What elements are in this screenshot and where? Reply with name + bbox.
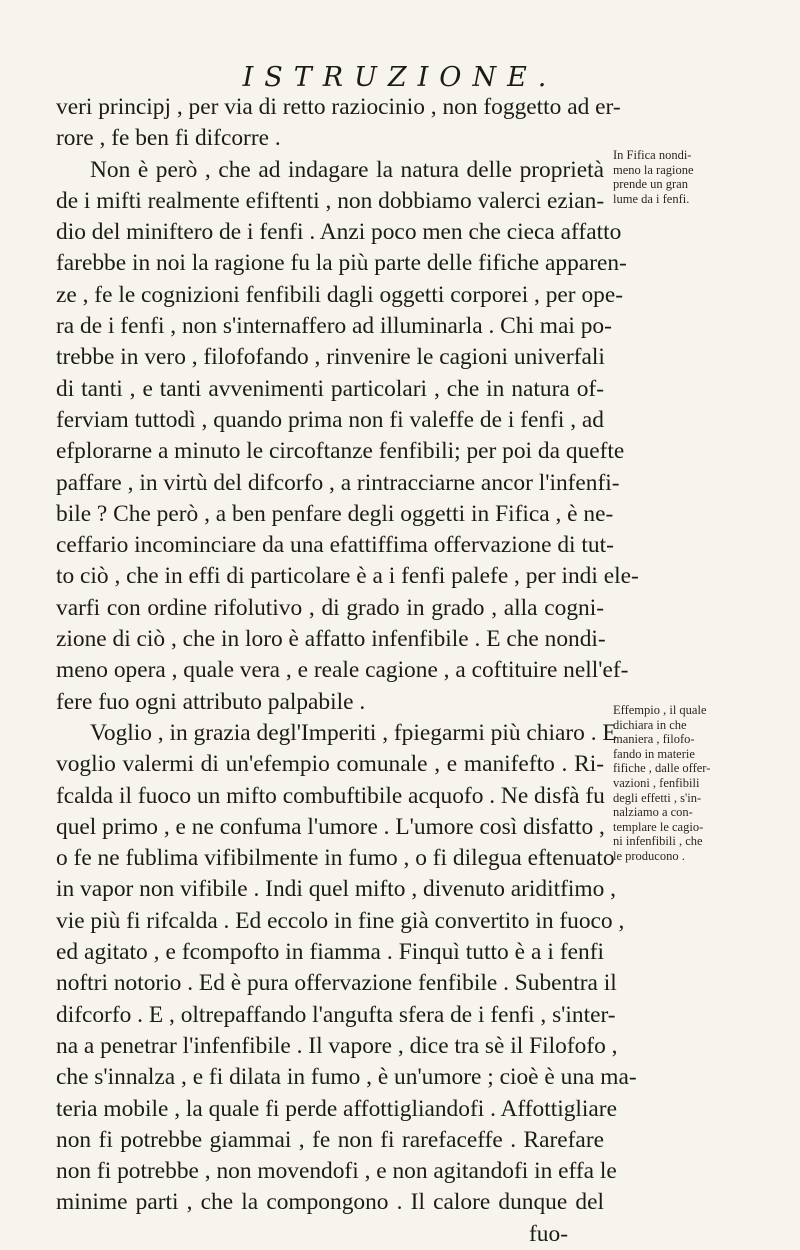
- text-line: farebbe in noi la ragione fu la più parte delle fifiche apparen-: [56, 250, 627, 277]
- margin-note-line: nalziamo a con-: [613, 805, 693, 820]
- text-line: ferviam tuttodì , quando prima non fi valeffe de i fenfi , ad: [56, 406, 604, 433]
- text-line: o fe ne fublima vifibilmente in fumo , o fi dilegua eftenuato: [56, 845, 615, 872]
- text-line: non fi potrebbe giammai , fe non fi rarefaceffe . Rarefare: [56, 1126, 604, 1153]
- text-line: ra de i fenfi , non s'internaffero ad illuminarla . Chi mai po-: [56, 313, 612, 340]
- running-header: ISTRUZIONE.: [242, 62, 558, 93]
- text-line: Non è però , che ad indagare la natura delle proprietà: [90, 156, 604, 183]
- text-line: fere fuo ogni attributo palpabile .: [56, 688, 366, 715]
- text-line: teria mobile , la quale fi perde affottigliandofi . Affottigliare: [56, 1095, 617, 1122]
- margin-note-line: prende un gran: [613, 177, 688, 192]
- text-line: zione di ciò , che in loro è affatto infenfibile . E che nondi-: [56, 626, 606, 653]
- text-line: ceffario incominciare da una efattiffima offervazione di tut-: [56, 532, 614, 559]
- text-line: veri principj , per via di retto raziocinio , non foggetto ad er-: [56, 94, 621, 120]
- text-line: di tanti , e tanti avvenimenti particolari , che in natura of-: [56, 375, 604, 402]
- margin-note-line: vazioni , fenfibili: [613, 775, 700, 790]
- text-line: fcalda il fuoco un mifto combuftibile acquofo . Ne disfà fu: [56, 782, 605, 809]
- text-line: voglio valermi di un'efempio comunale , e manifefto . Ri-: [56, 751, 604, 778]
- text-line: non fi potrebbe , non movendofi , e non agitandofi in effa le: [56, 1158, 617, 1185]
- text-line: fuo-: [529, 1220, 568, 1247]
- margin-note-line: degli effetti , s'in-: [613, 790, 702, 805]
- text-line: ed agitato , e fcompofto in fiamma . Finquì tutto è a i fenfi: [56, 939, 604, 966]
- margin-note-line: dichiara in che: [613, 717, 687, 732]
- text-line: vie più fi rifcalda . Ed eccolo in fine già convertito in fuoco ,: [56, 907, 625, 934]
- text-line: trebbe in vero , filofofando , rinvenire le cagioni univerfali: [56, 344, 605, 371]
- text-line: in vapor non vifibile . Indi quel mifto , divenuto ariditfimo ,: [56, 876, 616, 903]
- text-line: Voglio , in grazia degl'Imperiti , fpiegarmi più chiaro . E: [90, 719, 617, 746]
- margin-note-line: lume da i fenfi.: [613, 191, 690, 206]
- main-text-block: [56, 92, 639, 1250]
- text-line: noftri notorio . Ed è pura offervazione fenfibile . Subentra il: [56, 970, 617, 997]
- text-line: de i mifti realmente efiftenti , non dobbiamo valerci ezian-: [56, 187, 605, 214]
- margin-note-reason-and-senses: [613, 148, 763, 206]
- text-line: paffare , in virtù del difcorfo , a rintracciarne ancor l'infenfi-: [56, 469, 620, 496]
- margin-note-line: meno la ragione: [613, 162, 694, 177]
- margin-note-example: [613, 703, 763, 864]
- text-line: meno opera , quale vera , e reale cagione , a coftituire nell'ef-: [56, 657, 629, 684]
- margin-note-line: In Fifica nondi-: [613, 148, 692, 162]
- margin-note-line: templare le cagio-: [613, 819, 704, 834]
- margin-note-line: Effempio , il quale: [613, 703, 707, 717]
- text-line: minime parti , che la compongono . Il calore dunque del: [56, 1189, 604, 1216]
- text-line: varfi con ordine rifolutivo , di grado in grado , alla cogni-: [56, 594, 604, 621]
- margin-note-line: fando in materie: [613, 746, 695, 761]
- text-line: che s'innalza , e fi dilata in fumo , è un'umore ; cioè è una ma-: [56, 1064, 637, 1091]
- text-line: to ciò , che in effi di particolare è a i fenfi palefe , per indi ele-: [56, 563, 639, 590]
- margin-note-line: fifiche , dalle offer-: [613, 761, 711, 776]
- text-line: dio del miniftero de i fenfi . Anzi poco men che cieca affatto: [56, 219, 622, 246]
- margin-note-line: maniera , filofo-: [613, 732, 695, 747]
- text-line: efplorarne a minuto le circoftanze fenfibili; per poi da quefte: [56, 438, 625, 465]
- text-line: ze , fe le cognizioni fenfibili dagli oggetti corporei , per ope-: [56, 281, 624, 308]
- text-line: quel primo , e ne confuma l'umore . L'umore così disfatto ,: [56, 813, 605, 840]
- text-line: difcorfo . E , oltrepaffando l'angufta sfera de i fenfi , s'inter-: [56, 1001, 616, 1028]
- text-line: bile ? Che però , a ben penfare degli oggetti in Fifica , è ne-: [56, 500, 614, 527]
- text-line: rore , fe ben fi difcorre .: [56, 125, 281, 152]
- margin-note-line: le producono .: [613, 848, 685, 863]
- margin-note-line: ni infenfibili , che: [613, 834, 703, 849]
- text-line: na a penetrar l'infenfibile . Il vapore , dice tra sè il Filofofo ,: [56, 1032, 618, 1059]
